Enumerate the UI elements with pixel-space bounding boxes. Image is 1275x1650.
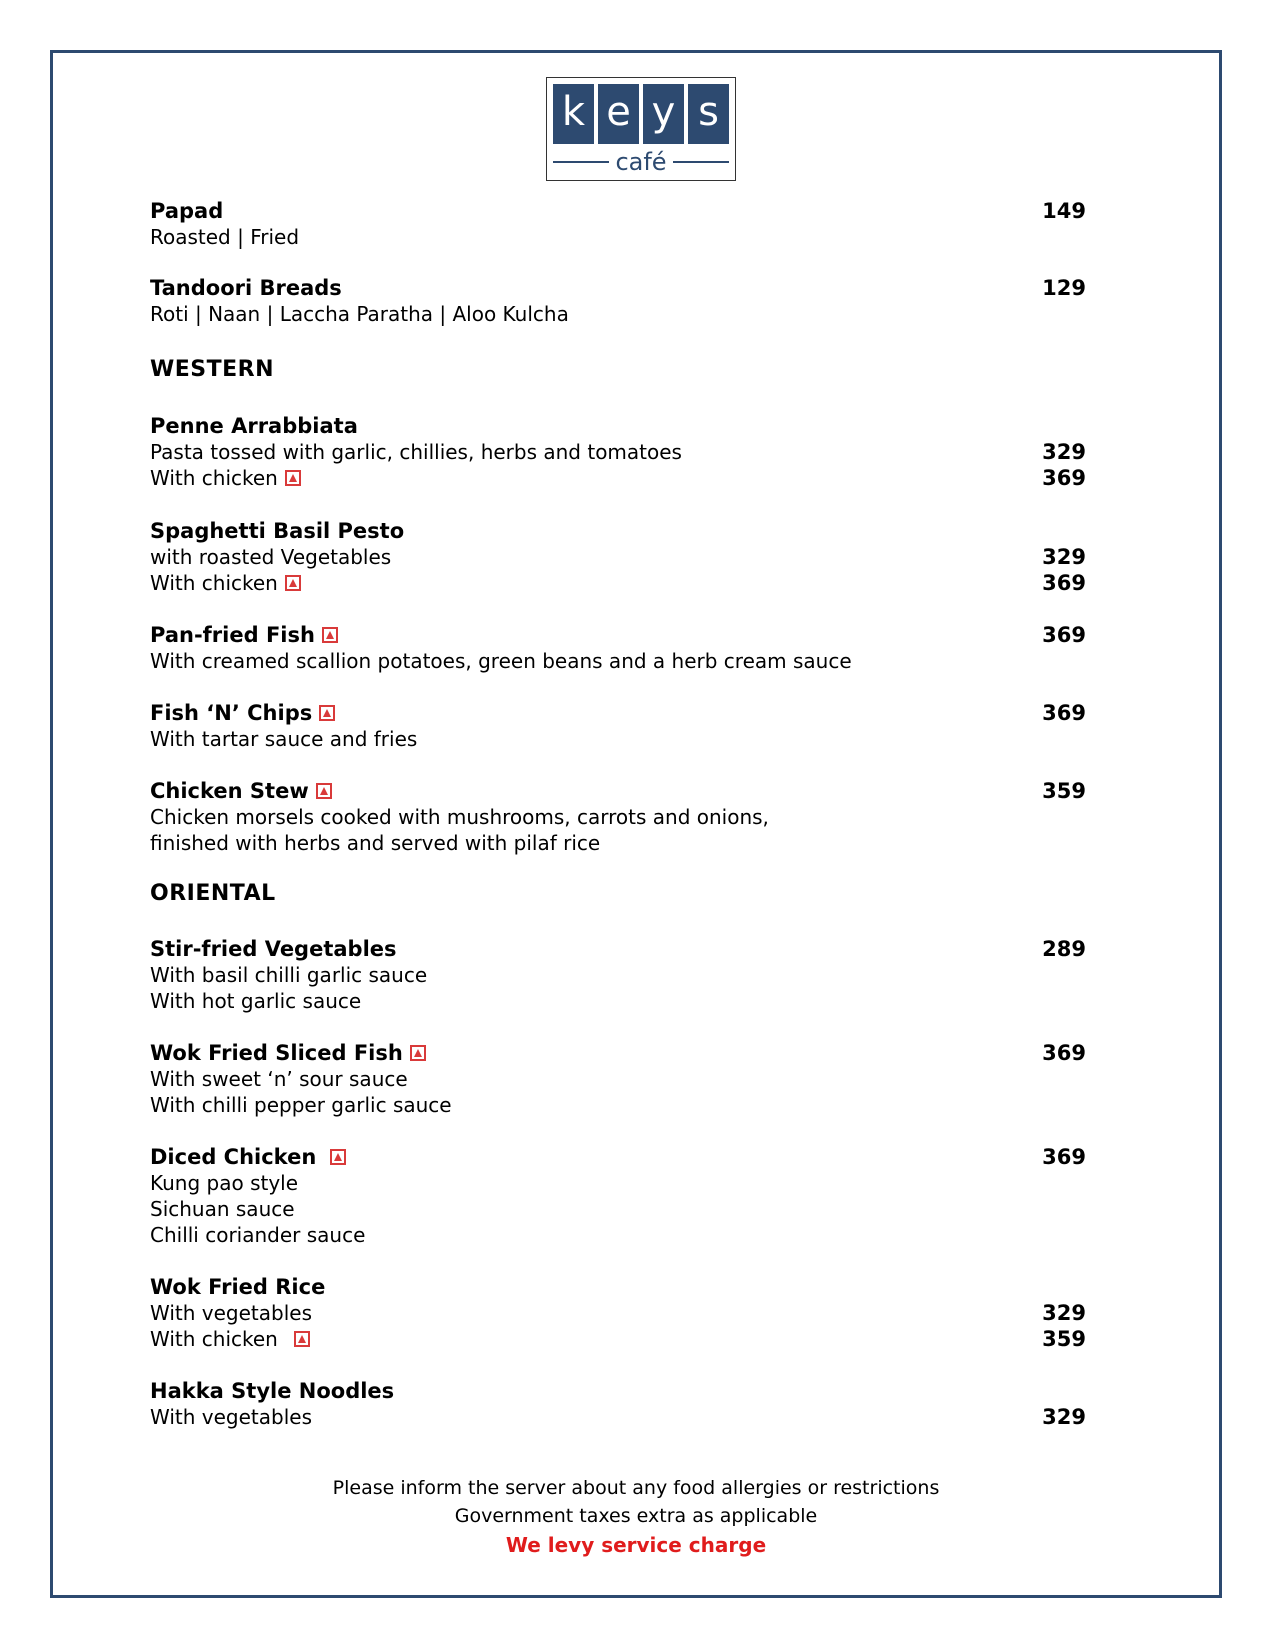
non-veg-icon bbox=[410, 1045, 426, 1061]
item-description: Roti | Naan | Laccha Paratha | Aloo Kulcha bbox=[150, 302, 569, 326]
logo-letter: y bbox=[643, 84, 684, 144]
logo-letter: s bbox=[688, 84, 729, 144]
item-name: Chicken Stew bbox=[150, 779, 309, 803]
item-option: With hot garlic sauce bbox=[150, 989, 362, 1013]
logo-rule bbox=[553, 161, 609, 163]
item-price: 329 bbox=[1042, 1405, 1086, 1429]
menu-item-pan-fried-fish bbox=[150, 622, 1086, 674]
menu-item-wok-fried-rice bbox=[150, 1274, 1086, 1352]
logo-rule bbox=[673, 161, 729, 163]
item-option: Kung pao style bbox=[150, 1171, 299, 1195]
menu-item-spaghetti-basil-pesto bbox=[150, 518, 1086, 596]
item-price: 149 bbox=[1042, 199, 1086, 223]
item-name: Spaghetti Basil Pesto bbox=[150, 519, 405, 543]
menu-item-diced-chicken bbox=[150, 1144, 1086, 1248]
non-veg-icon bbox=[330, 1149, 346, 1165]
item-option: With chicken bbox=[150, 1327, 278, 1351]
item-name: Fish ‘N’ Chips bbox=[150, 701, 313, 725]
item-description: finished with herbs and served with pilaf rice bbox=[150, 831, 601, 855]
item-price: 369 bbox=[1042, 571, 1086, 595]
item-option: Sichuan sauce bbox=[150, 1197, 295, 1221]
non-veg-icon bbox=[285, 470, 301, 486]
cafe-logo bbox=[546, 77, 736, 181]
item-option: With basil chilli garlic sauce bbox=[150, 963, 428, 987]
item-name: Papad bbox=[150, 199, 224, 223]
non-veg-icon bbox=[322, 627, 338, 643]
item-price: 369 bbox=[1042, 623, 1086, 647]
item-option: Chilli coriander sauce bbox=[150, 1223, 366, 1247]
item-description: Roasted | Fried bbox=[150, 225, 300, 249]
non-veg-icon bbox=[285, 575, 301, 591]
menu-item-hakka-style-noodles bbox=[150, 1378, 1086, 1430]
item-option: With sweet ‘n’ sour sauce bbox=[150, 1067, 408, 1091]
item-option: With chicken bbox=[150, 466, 278, 490]
item-price: 369 bbox=[1042, 701, 1086, 725]
item-name: Penne Arrabbiata bbox=[150, 414, 358, 438]
item-name: Stir-fried Vegetables bbox=[150, 937, 397, 961]
menu-item-papad bbox=[150, 198, 1086, 250]
non-veg-icon bbox=[316, 783, 332, 799]
item-price: 369 bbox=[1042, 1145, 1086, 1169]
section-heading-western: WESTERN bbox=[150, 357, 275, 382]
footer-tax-note: Government taxes extra as applicable bbox=[454, 1505, 818, 1527]
item-option: Pasta tossed with garlic, chillies, herbs and tomatoes bbox=[150, 440, 682, 464]
item-name: Wok Fried Rice bbox=[150, 1275, 326, 1299]
non-veg-icon bbox=[294, 1331, 310, 1347]
logo-letter: e bbox=[598, 84, 639, 144]
item-price: 329 bbox=[1042, 440, 1086, 464]
item-name: Wok Fried Sliced Fish bbox=[150, 1041, 403, 1065]
logo-letter: k bbox=[553, 84, 594, 144]
item-description: With tartar sauce and fries bbox=[150, 727, 418, 751]
menu-item-wok-fried-sliced-fish bbox=[150, 1040, 1086, 1118]
item-name: Hakka Style Noodles bbox=[150, 1379, 395, 1403]
item-name: Tandoori Breads bbox=[150, 276, 342, 300]
menu-item-fish-n-chips bbox=[150, 700, 1086, 752]
menu-item-chicken-stew bbox=[150, 778, 1086, 856]
item-option: With vegetables bbox=[150, 1301, 312, 1325]
item-price: 359 bbox=[1042, 1327, 1086, 1351]
item-option: With vegetables bbox=[150, 1405, 312, 1429]
footer-allergy-note: Please inform the server about any food allergies or restrictions bbox=[332, 1477, 940, 1499]
section-heading-oriental: ORIENTAL bbox=[150, 881, 276, 906]
item-price: 369 bbox=[1042, 1041, 1086, 1065]
item-option: with roasted Vegetables bbox=[150, 545, 392, 569]
item-price: 329 bbox=[1042, 1301, 1086, 1325]
menu-item-tandoori-breads bbox=[150, 275, 1086, 327]
item-description: With creamed scallion potatoes, green beans and a herb cream sauce bbox=[150, 649, 852, 673]
item-option: With chicken bbox=[150, 571, 278, 595]
item-price: 129 bbox=[1042, 276, 1086, 300]
item-name: Pan-fried Fish bbox=[150, 623, 315, 647]
item-option: With chilli pepper garlic sauce bbox=[150, 1093, 452, 1117]
item-price: 289 bbox=[1042, 937, 1086, 961]
footer-service-charge: We levy service charge bbox=[505, 1533, 767, 1557]
non-veg-icon bbox=[319, 705, 335, 721]
item-name: Diced Chicken bbox=[150, 1145, 317, 1169]
item-price: 359 bbox=[1042, 779, 1086, 803]
item-description: Chicken morsels cooked with mushrooms, carrots and onions, bbox=[150, 805, 769, 829]
menu-item-stir-fried-vegetables bbox=[150, 936, 1086, 1014]
logo-subtitle: café bbox=[615, 148, 667, 176]
item-price: 329 bbox=[1042, 545, 1086, 569]
menu-item-penne-arrabbiata bbox=[150, 413, 1086, 491]
item-price: 369 bbox=[1042, 466, 1086, 490]
